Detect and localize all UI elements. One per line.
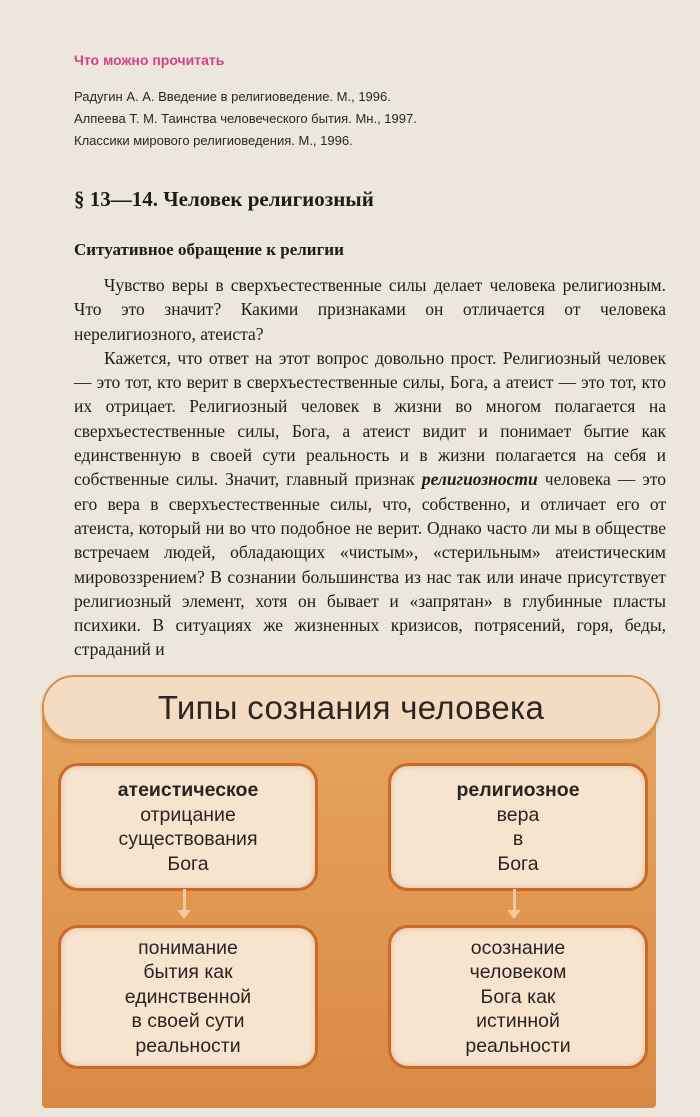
further-reading-heading: Что можно прочитать — [74, 52, 225, 68]
box-line: в — [512, 828, 524, 850]
reference-item: Алпеева Т. М. Таинства человеческого бытия. Мн., 1997. — [74, 111, 417, 126]
box-line: в своей сути — [131, 1010, 245, 1033]
box-line: понимание — [138, 936, 238, 959]
reference-item: Радугин А. А. Введение в религиоведение. М., 1996. — [74, 89, 391, 104]
section-title: § 13—14. Человек религиозный — [74, 187, 374, 211]
down-arrow-icon — [177, 910, 191, 919]
diagram-title-box — [42, 675, 660, 741]
connector-line — [183, 889, 186, 911]
box-line: вера — [496, 803, 540, 826]
diagram-title: Типы сознания человека — [157, 689, 545, 726]
reference-list — [74, 86, 634, 152]
box-line: истинной — [476, 1010, 560, 1033]
religious-view-box — [388, 925, 648, 1069]
box-line: бытия как — [143, 961, 233, 984]
paragraph — [74, 346, 666, 662]
connector-line — [513, 889, 516, 911]
emphasized-term: религиозности — [421, 469, 538, 490]
box-line: отрицание — [140, 803, 236, 826]
box-line: Бога как — [480, 985, 556, 1008]
box-line: реальности — [135, 1034, 241, 1057]
box-line: существования — [118, 828, 258, 850]
box-line: человеком — [469, 961, 567, 984]
atheist-view-box — [58, 925, 318, 1069]
consciousness-types-diagram — [0, 665, 700, 1117]
religious-box — [388, 763, 648, 891]
reference-item: Классики мирового религиоведения. М., 1996. — [74, 133, 353, 148]
box-line: реальности — [465, 1034, 571, 1057]
religious-heading: религиозное — [456, 779, 580, 801]
paragraph-text: человека — это его вера в сверхъестественные силы, что, собственно, и отличает его от атеиста, который ни во что подобное не верит. Однако часто ли мы в обществе встречаем людей, обладающих «чистым», «стерильным» атеистическим мировоззрением? В сознании большинства из нас так или иначе присутствует религиозный элемент, хотя он бывает и «запрятан» в глубинные пласты психики. В ситуациях же жизненных кризисов, потрясений, горя, беды, страданий и — [74, 469, 666, 660]
paragraph-text: Кажется, что ответ на этот вопрос довольно прост. Религиозный человек — это тот, кто верит в сверхъестественные силы, Бога, а атеист — это тот, кто их отрицает. Религиозный человек в жизни во многом полагается на сверхъестественные силы, Бога, а атеист видит и понимает бытие как единственную в своей сути реальность и в жизни полагается на себя и собственные силы. Значит, главный признак — [74, 347, 666, 490]
down-arrow-icon — [507, 910, 521, 919]
box-line: Бога — [497, 852, 539, 875]
box-line: единственной — [124, 985, 252, 1008]
box-line: осознание — [470, 936, 566, 959]
paragraph: Чувство веры в сверхъестественные силы делает человека религиозным. Что это значит? Какими признаками он отличается от человека нерелигиозного, атеиста? — [74, 275, 666, 344]
box-line: Бога — [167, 852, 209, 875]
atheist-box — [58, 763, 318, 891]
subsection-title: Ситуативное обращение к религии — [74, 240, 344, 259]
body-text — [74, 273, 666, 662]
atheist-heading: атеистическое — [117, 779, 259, 801]
